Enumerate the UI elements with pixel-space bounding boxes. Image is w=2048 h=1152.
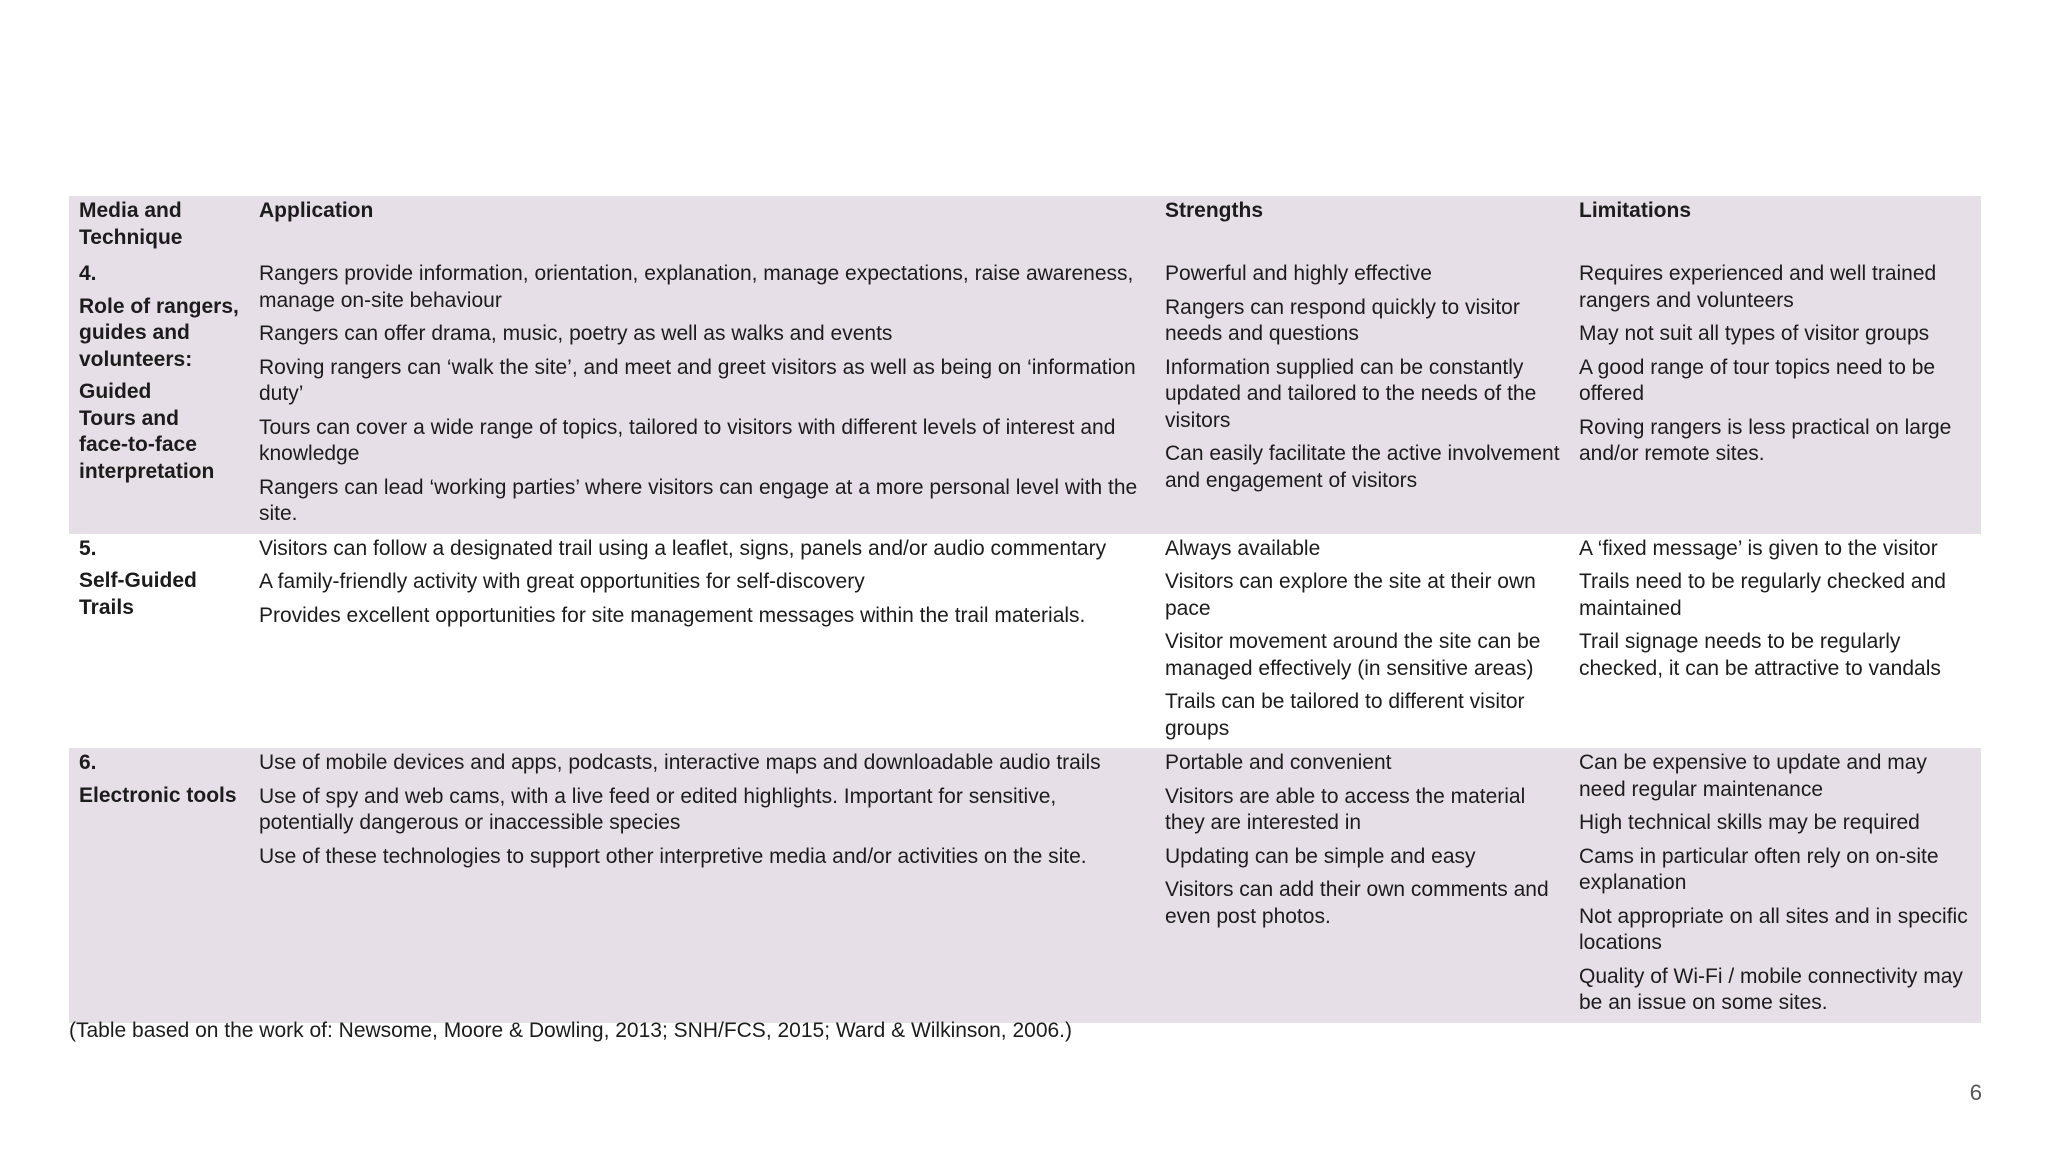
header-media-technique: Media and Technique bbox=[79, 199, 183, 249]
table-row-self-guided-trails bbox=[69, 534, 1981, 749]
limitation-item: Cams in particular often rely on on-site explanation bbox=[1579, 844, 1939, 894]
row-title: Role of rangers, guides and volunteers: bbox=[79, 294, 239, 371]
strength-item: Can easily facilitate the active involvement and engagement of visitors bbox=[1165, 442, 1560, 492]
limitation-item: A ‘fixed message’ is given to the visitor bbox=[1579, 536, 1938, 560]
limitation-item: Requires experienced and well trained rangers and volunteers bbox=[1579, 262, 1937, 312]
limitation-item: High technical skills may be required bbox=[1579, 811, 1920, 834]
technique-cell bbox=[69, 534, 249, 749]
application-item: Use of these technologies to support other interpretive media and/or activities on the site. bbox=[259, 844, 1087, 868]
limitations-cell bbox=[1569, 534, 1981, 749]
row-title: Self-Guided Trails bbox=[79, 569, 197, 619]
header-strengths: Strengths bbox=[1165, 199, 1264, 222]
application-item: Rangers can lead ‘working parties’ where visitors can engage at a more personal level with the site. bbox=[259, 475, 1138, 525]
limitation-item: A good range of tour topics need to be offered bbox=[1579, 355, 1936, 405]
row-subtitle: Guided Tours and face-to-face interpretation bbox=[79, 380, 215, 483]
strength-item: Powerful and highly effective bbox=[1165, 262, 1432, 285]
application-cell bbox=[249, 748, 1155, 1023]
table-row-electronic-tools bbox=[69, 748, 1981, 1023]
strength-item: Visitor movement around the site can be managed effectively (in sensitive areas) bbox=[1165, 630, 1541, 680]
technique-cell bbox=[69, 259, 249, 534]
strength-item: Trails can be tailored to different visitor groups bbox=[1165, 690, 1525, 740]
strength-item: Visitors can add their own comments and even post photos. bbox=[1165, 878, 1549, 928]
application-cell bbox=[249, 534, 1155, 749]
strengths-cell bbox=[1155, 748, 1569, 1023]
application-item: Use of spy and web cams, with a live feed or edited highlights. Important for sensitive, potentially dangerous or inaccessible species bbox=[259, 784, 1057, 834]
row-number: 4. bbox=[79, 262, 97, 285]
row-number: 5. bbox=[79, 536, 97, 560]
header-application: Application bbox=[259, 199, 374, 222]
application-item: Visitors can follow a designated trail using a leaflet, signs, panels and/or audio commentary bbox=[259, 536, 1107, 560]
application-item: Tours can cover a wide range of topics, tailored to visitors with different levels of interest and knowledge bbox=[259, 415, 1116, 465]
application-item: Rangers provide information, orientation, explanation, manage expectations, raise awareness, manage on-site behaviour bbox=[259, 262, 1134, 312]
limitation-item: May not suit all types of visitor groups bbox=[1579, 322, 1930, 345]
application-cell bbox=[249, 259, 1155, 534]
application-item: Provides excellent opportunities for site management messages within the trail materials. bbox=[259, 603, 1086, 627]
strength-item: Updating can be simple and easy bbox=[1165, 844, 1476, 868]
limitations-cell bbox=[1569, 748, 1981, 1023]
row-number: 6. bbox=[79, 751, 97, 774]
strength-item: Visitors can explore the site at their own pace bbox=[1165, 570, 1536, 620]
limitations-cell bbox=[1569, 259, 1981, 534]
page-number: 6 bbox=[1969, 1080, 1982, 1105]
header-limitations: Limitations bbox=[1579, 199, 1692, 222]
strength-item: Rangers can respond quickly to visitor needs and questions bbox=[1165, 295, 1520, 345]
strength-item: Portable and convenient bbox=[1165, 751, 1392, 774]
application-item: A family-friendly activity with great opportunities for self-discovery bbox=[259, 570, 865, 593]
limitation-item: Trail signage needs to be regularly checked, it can be attractive to vandals bbox=[1579, 630, 1941, 680]
source-note: (Table based on the work of: Newsome, Moore & Dowling, 2013; SNH/FCS, 2015; Ward & Wilkinson, 2006.) bbox=[69, 1019, 1073, 1042]
strengths-cell bbox=[1155, 259, 1569, 534]
limitation-item: Not appropriate on all sites and in specific locations bbox=[1579, 904, 1968, 954]
table-row-rangers bbox=[69, 259, 1981, 534]
application-item: Use of mobile devices and apps, podcasts, interactive maps and downloadable audio trails bbox=[259, 751, 1101, 774]
strength-item: Visitors are able to access the material they are interested in bbox=[1165, 784, 1526, 834]
limitation-item: Can be expensive to update and may need regular maintenance bbox=[1579, 751, 1927, 801]
technique-cell bbox=[69, 748, 249, 1023]
limitation-item: Roving rangers is less practical on large and/or remote sites. bbox=[1579, 415, 1952, 465]
strengths-cell bbox=[1155, 534, 1569, 749]
table-header-row bbox=[69, 196, 1981, 259]
row-title: Electronic tools bbox=[79, 783, 237, 807]
strength-item: Always available bbox=[1165, 536, 1321, 560]
interpretation-media-table bbox=[69, 196, 1981, 1023]
limitation-item: Quality of Wi-Fi / mobile connectivity may be an issue on some sites. bbox=[1579, 964, 1963, 1014]
application-item: Roving rangers can ‘walk the site’, and meet and greet visitors as well as being on ‘information duty’ bbox=[259, 355, 1136, 405]
application-item: Rangers can offer drama, music, poetry as well as walks and events bbox=[259, 322, 893, 345]
limitation-item: Trails need to be regularly checked and maintained bbox=[1579, 570, 1946, 620]
strength-item: Information supplied can be constantly updated and tailored to the needs of the visitors bbox=[1165, 355, 1537, 432]
